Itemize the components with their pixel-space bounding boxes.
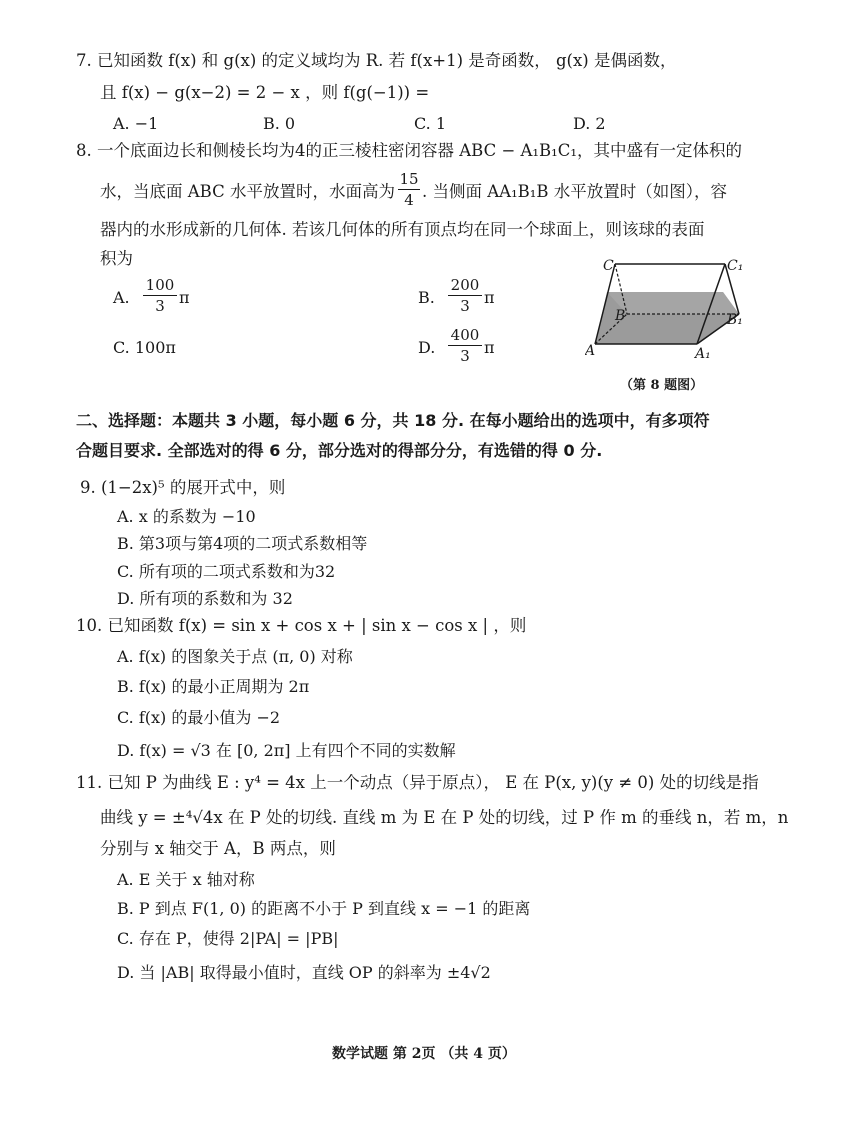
q7-line2: 且 f(x) − g(x−2) = 2 − x ，则 f(g(−1)) = [100, 83, 430, 102]
figure-caption: （第 8 题图） [620, 378, 704, 393]
page-footer: 数学试题 第 2页 （共 4 页） [332, 1046, 516, 1062]
q8-line4: 积为 [100, 249, 133, 268]
q8-line2a: 水，当底面 ABC 水平放置时，水面高为 [100, 182, 395, 201]
q9-option-c: C. 所有项的二项式系数和为32 [117, 562, 336, 581]
label-a: A [585, 343, 596, 359]
q11-line1: 11. 已知 P 为曲线 E : y⁴ = 4x 上一个动点（异于原点）， E 在 P(x, y)(y ≠ 0) 处的切线是指 [76, 773, 759, 792]
label-a1: A₁ [695, 346, 711, 362]
section-2-line1: 二、选择题：本题共 3 小题，每小题 6 分，共 18 分. 在每小题给出的选项中，有多项符 [76, 411, 710, 430]
label-b1: B₁ [727, 312, 743, 328]
fraction-numerator: 15 [399, 170, 419, 188]
pi-symbol: π [484, 338, 495, 357]
label-b: B [615, 308, 626, 324]
q9-option-b: B. 第3项与第4项的二项式系数相等 [117, 534, 368, 553]
q10-option-c: C. f(x) 的最小值为 −2 [117, 708, 281, 727]
q7-option-c: C. 1 [414, 114, 447, 133]
q7-option-b: B. 0 [263, 114, 296, 133]
q11-option-c: C. 存在 P，使得 2|PA| = |PB| [117, 929, 339, 948]
fraction-bar [448, 345, 482, 346]
q8-line1: 8. 一个底面边长和侧棱长均为4的正三棱柱密闭容器 ABC − A₁B₁C₁，其中盛有一定体积的 [76, 141, 743, 160]
q7-option-d: D. 2 [573, 114, 606, 133]
q11-option-d: D. 当 |AB| 取得最小值时，直线 OP 的斜率为 ±4√2 [117, 963, 491, 982]
q8-option-b-fraction [448, 276, 482, 315]
q10-stem: 10. 已知函数 f(x) = sin x + cos x + | sin x − cos x | ，则 [76, 616, 527, 635]
q8-option-c: C. 100π [113, 338, 176, 357]
q8-option-b-label: B. [418, 288, 435, 307]
fraction-numerator: 200 [450, 276, 480, 294]
q11-option-b: B. P 到点 F(1, 0) 的距离不小于 P 到直线 x = −1 的距离 [117, 899, 531, 918]
q7-option-a: A. −1 [113, 114, 159, 133]
q8-option-a-fraction [143, 276, 177, 315]
label-c: C [603, 258, 614, 274]
fraction-numerator: 400 [450, 326, 480, 344]
pi-symbol: π [484, 288, 495, 307]
q8-option-a-label: A. [113, 288, 130, 307]
section-2-line2: 合题目要求. 全部选对的得 6 分，部分选对的得部分分，有选错的得 0 分. [76, 441, 603, 460]
fraction-numerator: 100 [145, 276, 175, 294]
q11-line3: 分别与 x 轴交于 A，B 两点，则 [100, 839, 336, 858]
q9-option-a: A. x 的系数为 −10 [117, 507, 256, 526]
q10-option-b: B. f(x) 的最小正周期为 2π [117, 677, 310, 696]
q7-line1: 7. 已知函数 f(x) 和 g(x) 的定义域均为 R. 若 f(x+1) 是奇函数， g(x) 是偶函数， [76, 51, 677, 70]
label-c1: C₁ [727, 258, 744, 274]
fraction-denominator: 3 [460, 347, 470, 365]
q11-line2: 曲线 y = ±⁴√4x 在 P 处的切线. 直线 m 为 E 在 P 处的切线，过 P 作 m 的垂线 n，若 m，n [100, 808, 789, 827]
fraction-denominator: 3 [460, 297, 470, 315]
water-surface [607, 292, 739, 314]
prism-figure [585, 252, 750, 367]
q8-line3: 器内的水形成新的几何体. 若该几何体的所有顶点均在同一个球面上，则该球的表面 [100, 220, 705, 239]
q9-option-d: D. 所有项的系数和为 32 [117, 589, 293, 608]
q10-option-a: A. f(x) 的图象关于点 (π, 0) 对称 [117, 647, 353, 666]
fraction-denominator: 3 [155, 297, 165, 315]
fraction-denominator: 4 [404, 191, 414, 209]
q8-line2b: . 当侧面 AA₁B₁B 水平放置时（如图），容 [422, 182, 728, 201]
q11-option-a: A. E 关于 x 轴对称 [117, 870, 255, 889]
q8-option-d-fraction [448, 326, 482, 365]
fraction-bar [143, 295, 177, 296]
pi-symbol: π [179, 288, 190, 307]
q10-option-d: D. f(x) = √3 在 [0, 2π] 上有四个不同的实数解 [117, 741, 456, 760]
fraction-bar [448, 295, 482, 296]
q8-option-d-label: D. [418, 338, 436, 357]
q9-stem: 9. (1−2x)⁵ 的展开式中，则 [80, 478, 286, 497]
q8-height-fraction [398, 170, 420, 209]
fraction-bar [398, 189, 420, 190]
